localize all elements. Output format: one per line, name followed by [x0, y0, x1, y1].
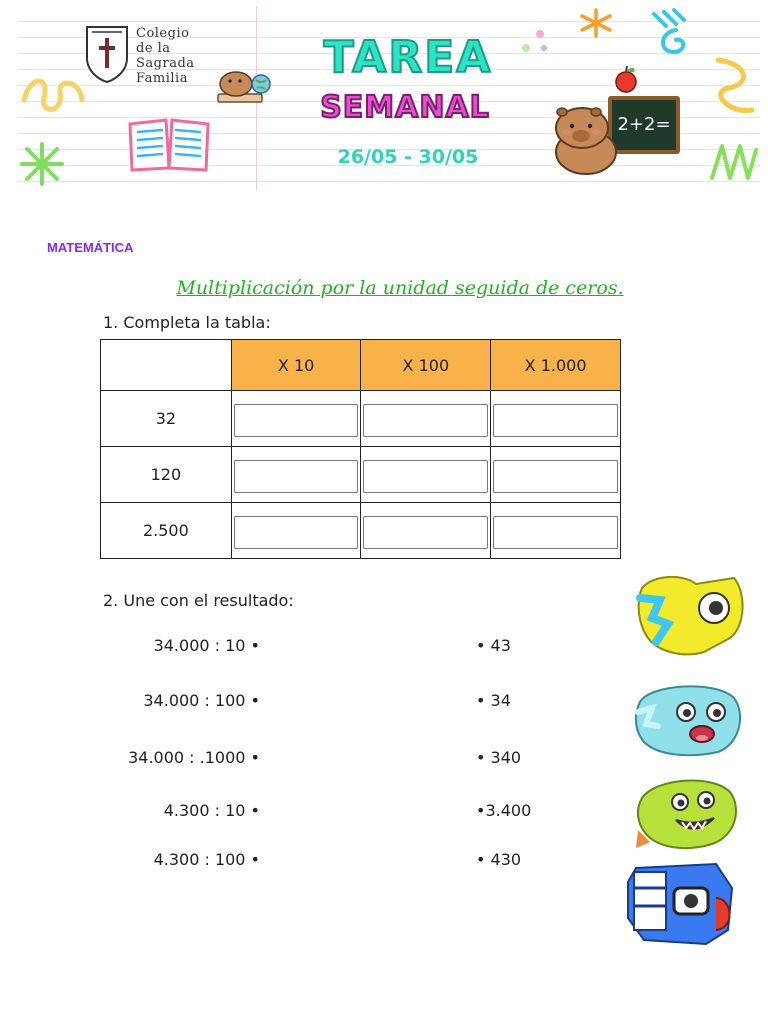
operation-text: 34.000 : 10 — [153, 636, 246, 655]
answer-box[interactable] — [363, 516, 488, 549]
result-text: 3.400 — [485, 801, 532, 820]
answer-cell — [491, 391, 621, 447]
answer-cell — [361, 391, 491, 447]
answer-cell — [231, 447, 361, 503]
green-monster-icon — [628, 772, 744, 852]
row-number: 120 — [101, 447, 232, 503]
row-number: 32 — [101, 391, 232, 447]
multiplication-table — [100, 339, 621, 559]
title-tarea: TAREA — [323, 32, 493, 83]
blue-monster-icon — [630, 678, 746, 758]
table-row — [101, 447, 621, 503]
answer-box[interactable] — [493, 516, 618, 549]
capybara-globe-icon — [214, 62, 274, 108]
week-dates: 26/05 - 30/05 — [337, 146, 479, 168]
school-name-line: Colegio — [136, 26, 190, 41]
green-star-icon — [20, 142, 64, 186]
school-name-line: Sagrada — [136, 56, 195, 71]
table-header-row — [101, 340, 621, 391]
match-left-item[interactable]: 4.300 : 10 • — [163, 801, 260, 820]
answer-box[interactable] — [493, 404, 618, 437]
match-right-item[interactable]: • 34 — [476, 691, 511, 710]
answer-box[interactable] — [493, 460, 618, 493]
match-right-item[interactable]: •3.400 — [476, 801, 532, 820]
green-scribble-icon — [708, 138, 760, 188]
subject-label: MATEMÁTICA — [47, 240, 134, 255]
result-text: 34 — [490, 691, 511, 710]
school-name-line: Familia — [136, 71, 188, 86]
table-corner-cell — [101, 340, 232, 391]
lesson-title: Multiplicación por la unidad seguida de ceros. — [176, 277, 624, 299]
column-header: X 100 — [361, 340, 491, 391]
answer-cell — [231, 503, 361, 559]
capybara-icon — [546, 102, 626, 176]
answer-box[interactable] — [363, 460, 488, 493]
open-book-icon — [126, 114, 212, 174]
answer-cell — [231, 391, 361, 447]
answer-cell — [491, 503, 621, 559]
match-left-item[interactable]: 34.000 : 10 • — [153, 636, 260, 655]
operation-text: 4.300 : 10 — [163, 801, 246, 820]
answer-box[interactable] — [234, 516, 359, 549]
answer-box[interactable] — [363, 404, 488, 437]
result-text: 340 — [490, 748, 522, 767]
operation-text: 4.300 : 100 — [153, 850, 246, 869]
school-name-line: de la — [136, 41, 171, 56]
match-left-item[interactable]: 34.000 : 100 • — [143, 691, 260, 710]
yellow-squiggle-icon — [20, 70, 90, 120]
match-right-item[interactable]: • 340 — [476, 748, 522, 767]
yellow-monster-icon — [634, 568, 750, 660]
answer-box[interactable] — [234, 460, 359, 493]
row-number: 2.500 — [101, 503, 232, 559]
operation-text: 34.000 : .1000 — [128, 748, 246, 767]
school-name — [136, 26, 195, 86]
result-text: 430 — [490, 850, 522, 869]
crest-frame — [84, 24, 130, 84]
answer-cell — [491, 447, 621, 503]
table-row — [101, 503, 621, 559]
match-left-item[interactable]: 34.000 : .1000 • — [128, 748, 260, 767]
answer-cell — [361, 447, 491, 503]
robot-monster-icon — [620, 858, 740, 948]
answer-cell — [361, 503, 491, 559]
match-right-item[interactable]: • 43 — [476, 636, 511, 655]
answer-box[interactable] — [234, 404, 359, 437]
operation-text: 34.000 : 100 — [143, 691, 246, 710]
yellow-loop-icon — [708, 54, 758, 124]
exercise-1-instruction: 1. Completa la tabla: — [103, 313, 271, 332]
match-left-item[interactable]: 4.300 : 100 • — [153, 850, 260, 869]
match-right-item[interactable]: • 430 — [476, 850, 522, 869]
header-banner — [18, 6, 760, 190]
sparkle-icon — [518, 26, 552, 56]
table-row — [101, 391, 621, 447]
exercise-2-instruction: 2. Une con el resultado: — [103, 591, 294, 610]
column-header: X 10 — [231, 340, 361, 391]
chalkboard-icon: 2+2= — [608, 96, 680, 154]
orange-burst-icon — [574, 6, 618, 40]
result-text: 43 — [490, 636, 511, 655]
apple-icon — [612, 64, 640, 94]
blue-curl-icon — [646, 8, 696, 64]
column-header: X 1.000 — [491, 340, 621, 391]
title-semanal: SEMANAL — [320, 90, 490, 125]
